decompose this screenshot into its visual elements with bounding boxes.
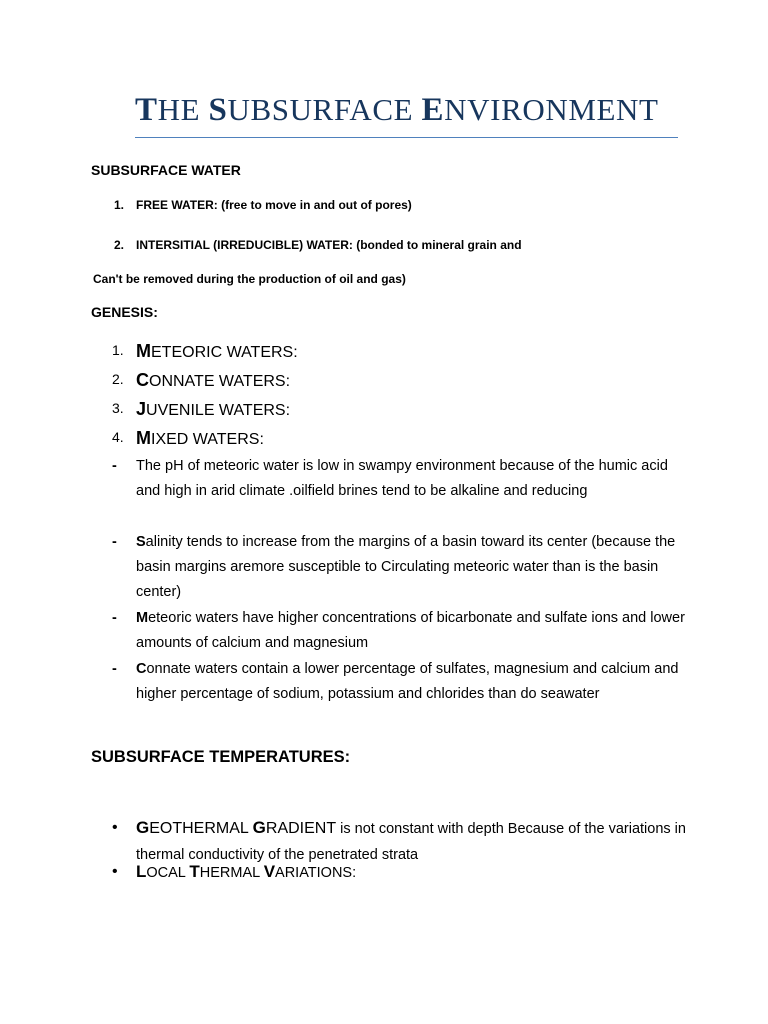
subsurface-temperatures-heading: SUBSURFACE TEMPERATURES: — [91, 748, 351, 766]
bullet-cap: L — [136, 862, 147, 881]
item-cap: J — [136, 399, 147, 419]
dash-marker: - — [112, 458, 117, 474]
bullet-cap: G — [252, 818, 266, 837]
dash-marker: - — [112, 610, 117, 626]
subsurface-water-heading: SUBSURFACE WATER — [91, 162, 241, 178]
dash-marker: - — [112, 534, 117, 550]
item-rest: ETEORIC WATERS: — [151, 344, 298, 361]
genesis-heading: GENESIS: — [91, 304, 158, 320]
item-text: FREE WATER: (free to move in and out of pores) — [136, 198, 412, 212]
bullet-text — [136, 859, 692, 886]
bullet-icon: • — [112, 863, 118, 880]
title-cap-3: E — [421, 92, 445, 128]
bullet-icon: • — [112, 819, 118, 836]
note-text — [136, 657, 692, 707]
subsurface-water-continuation: Can't be removed during the production of oil and gas) — [93, 272, 406, 286]
bullet-rest: ARIATIONS — [275, 865, 353, 881]
title-rest-3: NVIRONMENT — [444, 92, 659, 127]
title-rest-1: HE — [157, 92, 201, 127]
item-number: 3. — [112, 400, 124, 416]
note-cap: M — [136, 610, 149, 626]
note-text — [136, 530, 692, 605]
item-text: INTERSITIAL (IRREDUCIBLE) WATER: (bonded to mineral grain and — [136, 238, 522, 252]
genesis-note-2 — [112, 530, 692, 605]
page-title — [135, 92, 659, 129]
bullet-rest: OCAL — [146, 865, 190, 881]
bullet-body: is not constant with depth Because of the variations in thermal conductivity of the penetrated strata — [136, 821, 686, 863]
note-text — [136, 454, 692, 504]
note-cap: S — [136, 534, 146, 550]
dash-marker: - — [112, 661, 117, 677]
item-rest: UVENILE WATERS: — [146, 402, 291, 419]
item-text — [136, 370, 290, 391]
title-cap-2: S — [208, 92, 228, 128]
item-text — [136, 399, 290, 420]
genesis-note-4 — [112, 657, 692, 707]
note-cap: C — [136, 661, 147, 677]
note-rest: alinity tends to increase from the margins of a basin toward its center (because the basin margins aremore susceptible to Circulating meteoric water than is the basin center) — [136, 534, 676, 600]
note-rest: onnate waters contain a lower percentage of sulfates, magnesium and calcium and higher percentage of sodium, potassium and chlorides than do seawater — [136, 661, 679, 702]
bullet-cap: V — [263, 862, 276, 881]
note-rest: eteoric waters have higher concentrations of bicarbonate and sulfate ions and lower amounts of calcium and magnesium — [136, 610, 685, 651]
item-rest: ONNATE WATERS: — [149, 373, 291, 390]
title-underline — [135, 137, 678, 138]
item-text — [136, 428, 264, 449]
item-number: 4. — [112, 429, 124, 445]
item-number: 1. — [112, 342, 124, 358]
bullet-cap: T — [189, 862, 200, 881]
bullet-cap: G — [136, 818, 150, 837]
item-cap: C — [136, 370, 149, 390]
bullet-rest: HERMAL — [199, 865, 264, 881]
bullet-rest: RADIENT — [265, 820, 337, 837]
item-cap: M — [136, 341, 151, 361]
bullet-rest: EOTHERMAL — [149, 820, 253, 837]
item-number: 2. — [112, 371, 124, 387]
temperature-bullet-2 — [112, 859, 692, 886]
title-rest-2: UBSURFACE — [227, 92, 414, 127]
item-text — [136, 341, 298, 362]
item-number: 1. — [114, 198, 125, 212]
genesis-note-1 — [112, 454, 692, 504]
item-number: 2. — [114, 238, 125, 252]
title-cap-1: T — [135, 92, 158, 128]
item-rest: IXED WATERS: — [151, 431, 264, 448]
bullet-suffix: : — [352, 865, 357, 881]
note-rest: The pH of meteoric water is low in swampy environment because of the humic acid and high in arid climate .oilfield brines tend to be alkaline and reducing — [136, 458, 668, 499]
item-cap: M — [136, 428, 151, 448]
genesis-note-3 — [112, 606, 692, 656]
note-text — [136, 606, 692, 656]
